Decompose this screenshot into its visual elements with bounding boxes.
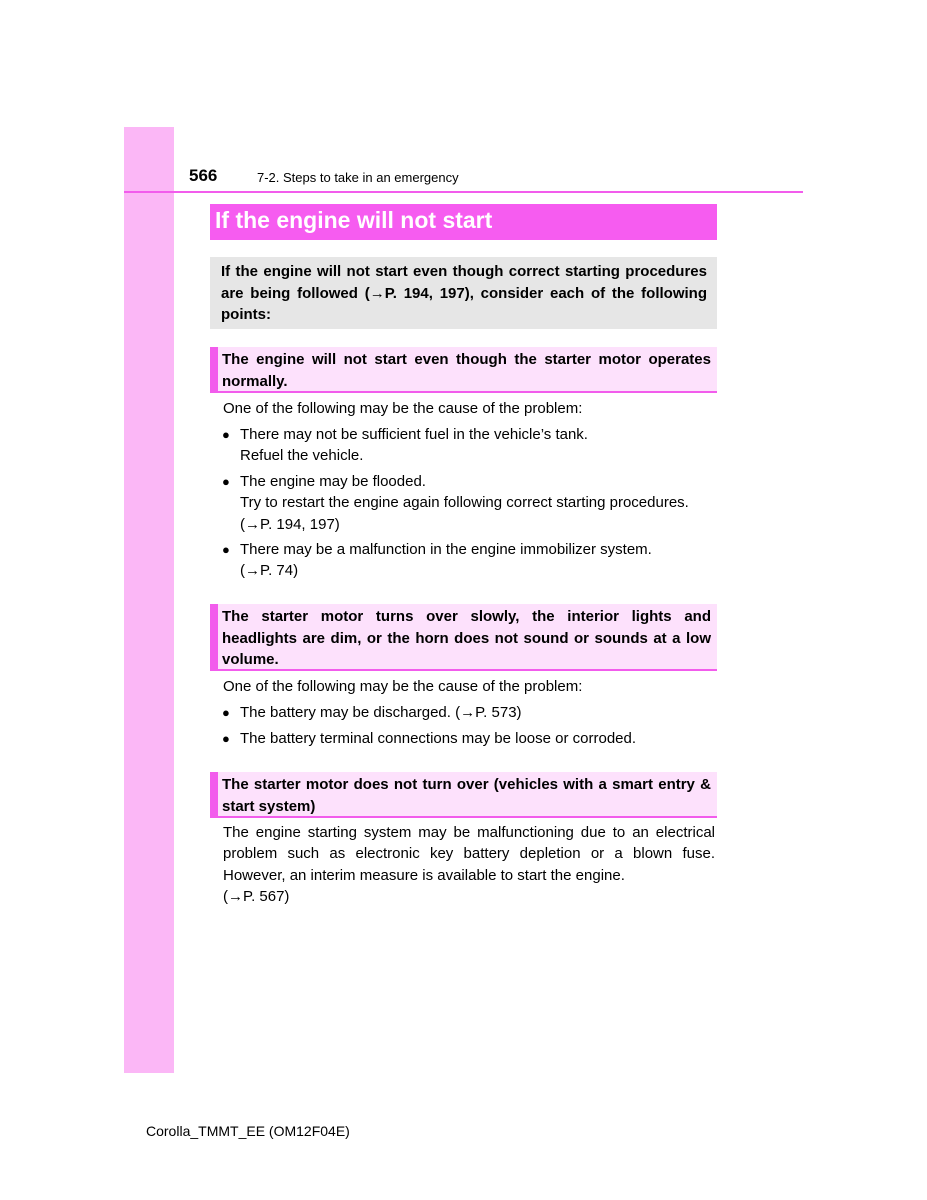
section-heading-starter-operates: The engine will not start even though the starter motor operates normally.	[210, 347, 717, 393]
list-item	[222, 728, 717, 749]
page-number: 566	[189, 166, 218, 185]
bullet-icon: ●	[222, 705, 230, 720]
page-title: If the engine will not start	[210, 204, 717, 240]
list-item-detail: (→P. 74)	[240, 562, 299, 580]
intro-box: If the engine will not start even though correct starting procedures are being followed (→P. 194, 197), consider each of the following points:	[210, 257, 717, 329]
bullet-icon: ●	[222, 474, 230, 489]
bullet-icon: ●	[222, 731, 230, 746]
bullet-icon: ●	[222, 427, 230, 442]
list-item	[222, 702, 717, 723]
section-lead: One of the following may be the cause of the problem:	[223, 400, 583, 417]
list-item	[222, 424, 717, 467]
footer-model-code: Corolla_TMMT_EE (OM12F04E)	[146, 1123, 350, 1139]
list-item-text: The battery may be discharged. (→P. 573)	[240, 704, 522, 721]
side-tab-band	[124, 127, 174, 1073]
page-reference: (→P. 567)	[223, 888, 290, 905]
section-lead: One of the following may be the cause of the problem:	[223, 678, 583, 695]
list-item	[222, 471, 717, 535]
header-divider	[124, 191, 803, 193]
list-item-text: The battery terminal connections may be loose or corroded.	[240, 730, 637, 747]
bullet-icon: ●	[222, 542, 230, 557]
list-item-text: There may be a malfunction in the engine immobilizer system.	[240, 541, 652, 558]
list-item-text: The engine may be flooded.	[240, 473, 426, 490]
list-item-detail: Refuel the vehicle.	[240, 447, 364, 465]
section-body: The engine starting system may be malfunctioning due to an electrical problem such as electronic key battery depletion or a blown fuse. However, an interim measure is available to start the engine.	[223, 824, 715, 884]
list-item-text: There may not be sufficient fuel in the vehicle’s tank.	[240, 426, 588, 443]
list-item-detail: Try to restart the engine again following correct starting procedures. (→P. 194, 197)	[240, 494, 689, 533]
section-heading-starter-slow: The starter motor turns over slowly, the interior lights and headlights are dim, or the horn does not sound or sounds at a low volume.	[210, 604, 717, 671]
list-item	[222, 539, 717, 582]
section-heading-starter-no-turn: The starter motor does not turn over (vehicles with a smart entry & start system)	[210, 772, 717, 818]
section-breadcrumb: 7-2. Steps to take in an emergency	[257, 170, 459, 185]
